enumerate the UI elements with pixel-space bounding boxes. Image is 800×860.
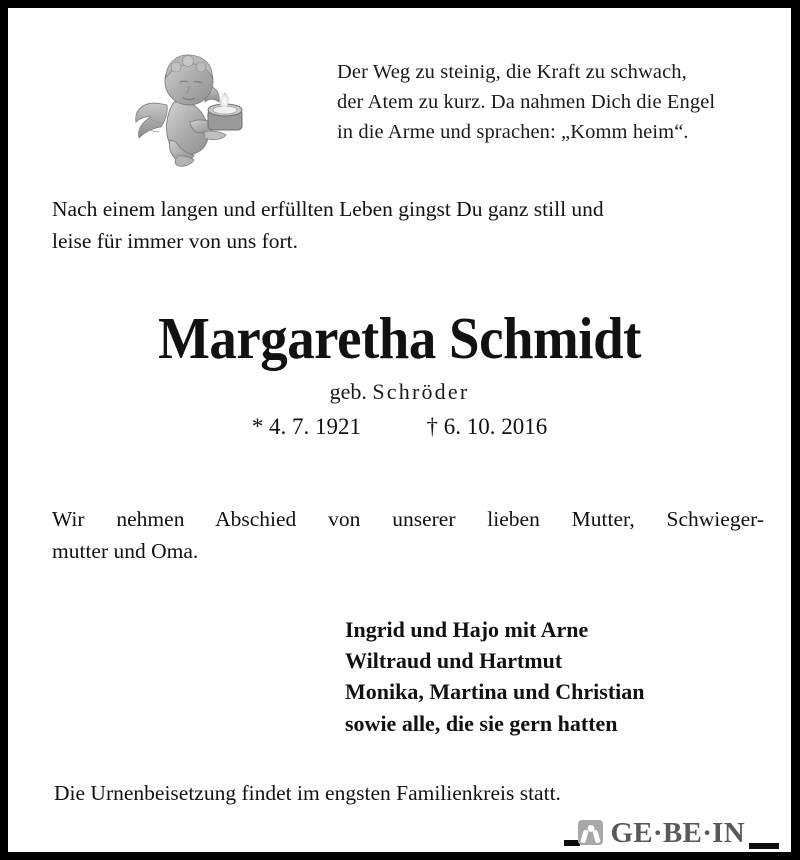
funeral-home-logo: [578, 810, 779, 850]
verse-line-1: Der Weg zu steinig, die Kraft zu schwach,: [337, 61, 687, 83]
farewell-line-2: mutter und Oma.: [52, 538, 199, 563]
deceased-full-name: Margaretha Schmidt: [158, 305, 641, 371]
farewell-paragraph: [52, 504, 764, 567]
verse-line-3: in die Arme und sprachen: „Komm heim“.: [337, 120, 689, 143]
cross-symbol-icon: †: [426, 414, 438, 440]
mark-body-left: [581, 830, 589, 844]
logo-inner: [578, 819, 745, 850]
list-item: Monika, Martina und Christian: [345, 679, 645, 705]
intro-paragraph: [52, 194, 764, 257]
birth-date-group: [252, 414, 361, 440]
birth-symbol-icon: *: [251, 414, 264, 440]
intro-line-1: Nach einem langen und erfüllten Leben gingst Du ganz still und: [52, 197, 604, 221]
memorial-verse: [337, 58, 757, 148]
mark-body-right: [593, 830, 601, 844]
notice-header-region: [8, 8, 791, 178]
maiden-prefix: geb.: [329, 379, 367, 405]
intro-line-2: leise für immer von uns fort.: [52, 228, 299, 253]
list-item: Ingrid und Hajo mit Arne: [345, 617, 589, 642]
closing-note: Die Urnenbeisetzung findet im engsten Familienkreis statt.: [54, 781, 561, 805]
death-notice-card: [8, 8, 791, 852]
death-date: 6. 10. 2016: [443, 414, 548, 440]
mourners-list: [345, 614, 645, 739]
maiden-name-line: [8, 379, 791, 405]
life-dates: [8, 414, 791, 440]
death-date-group: [427, 414, 548, 440]
verse-line-2: der Atem zu kurz. Da nahmen Dich die Engel: [337, 90, 716, 113]
logo-rule-right: [749, 843, 779, 849]
gebein-figure-mark-icon: [578, 820, 603, 845]
list-item: Wiltraud und Hartmut: [345, 648, 563, 674]
birth-date: 4. 7. 1921: [269, 414, 361, 440]
list-item: sowie alle, die sie gern hatten: [345, 710, 618, 736]
maiden-surname: Schröder: [372, 379, 470, 405]
cherub-angel-with-candle-icon: [126, 44, 250, 170]
deceased-name-block: [8, 305, 791, 440]
farewell-line-1: Wir nehmen Abschied von unserer lieben Mutter, Schwieger-: [52, 507, 764, 531]
logo-wordmark: GE·BE·IN: [610, 817, 745, 849]
